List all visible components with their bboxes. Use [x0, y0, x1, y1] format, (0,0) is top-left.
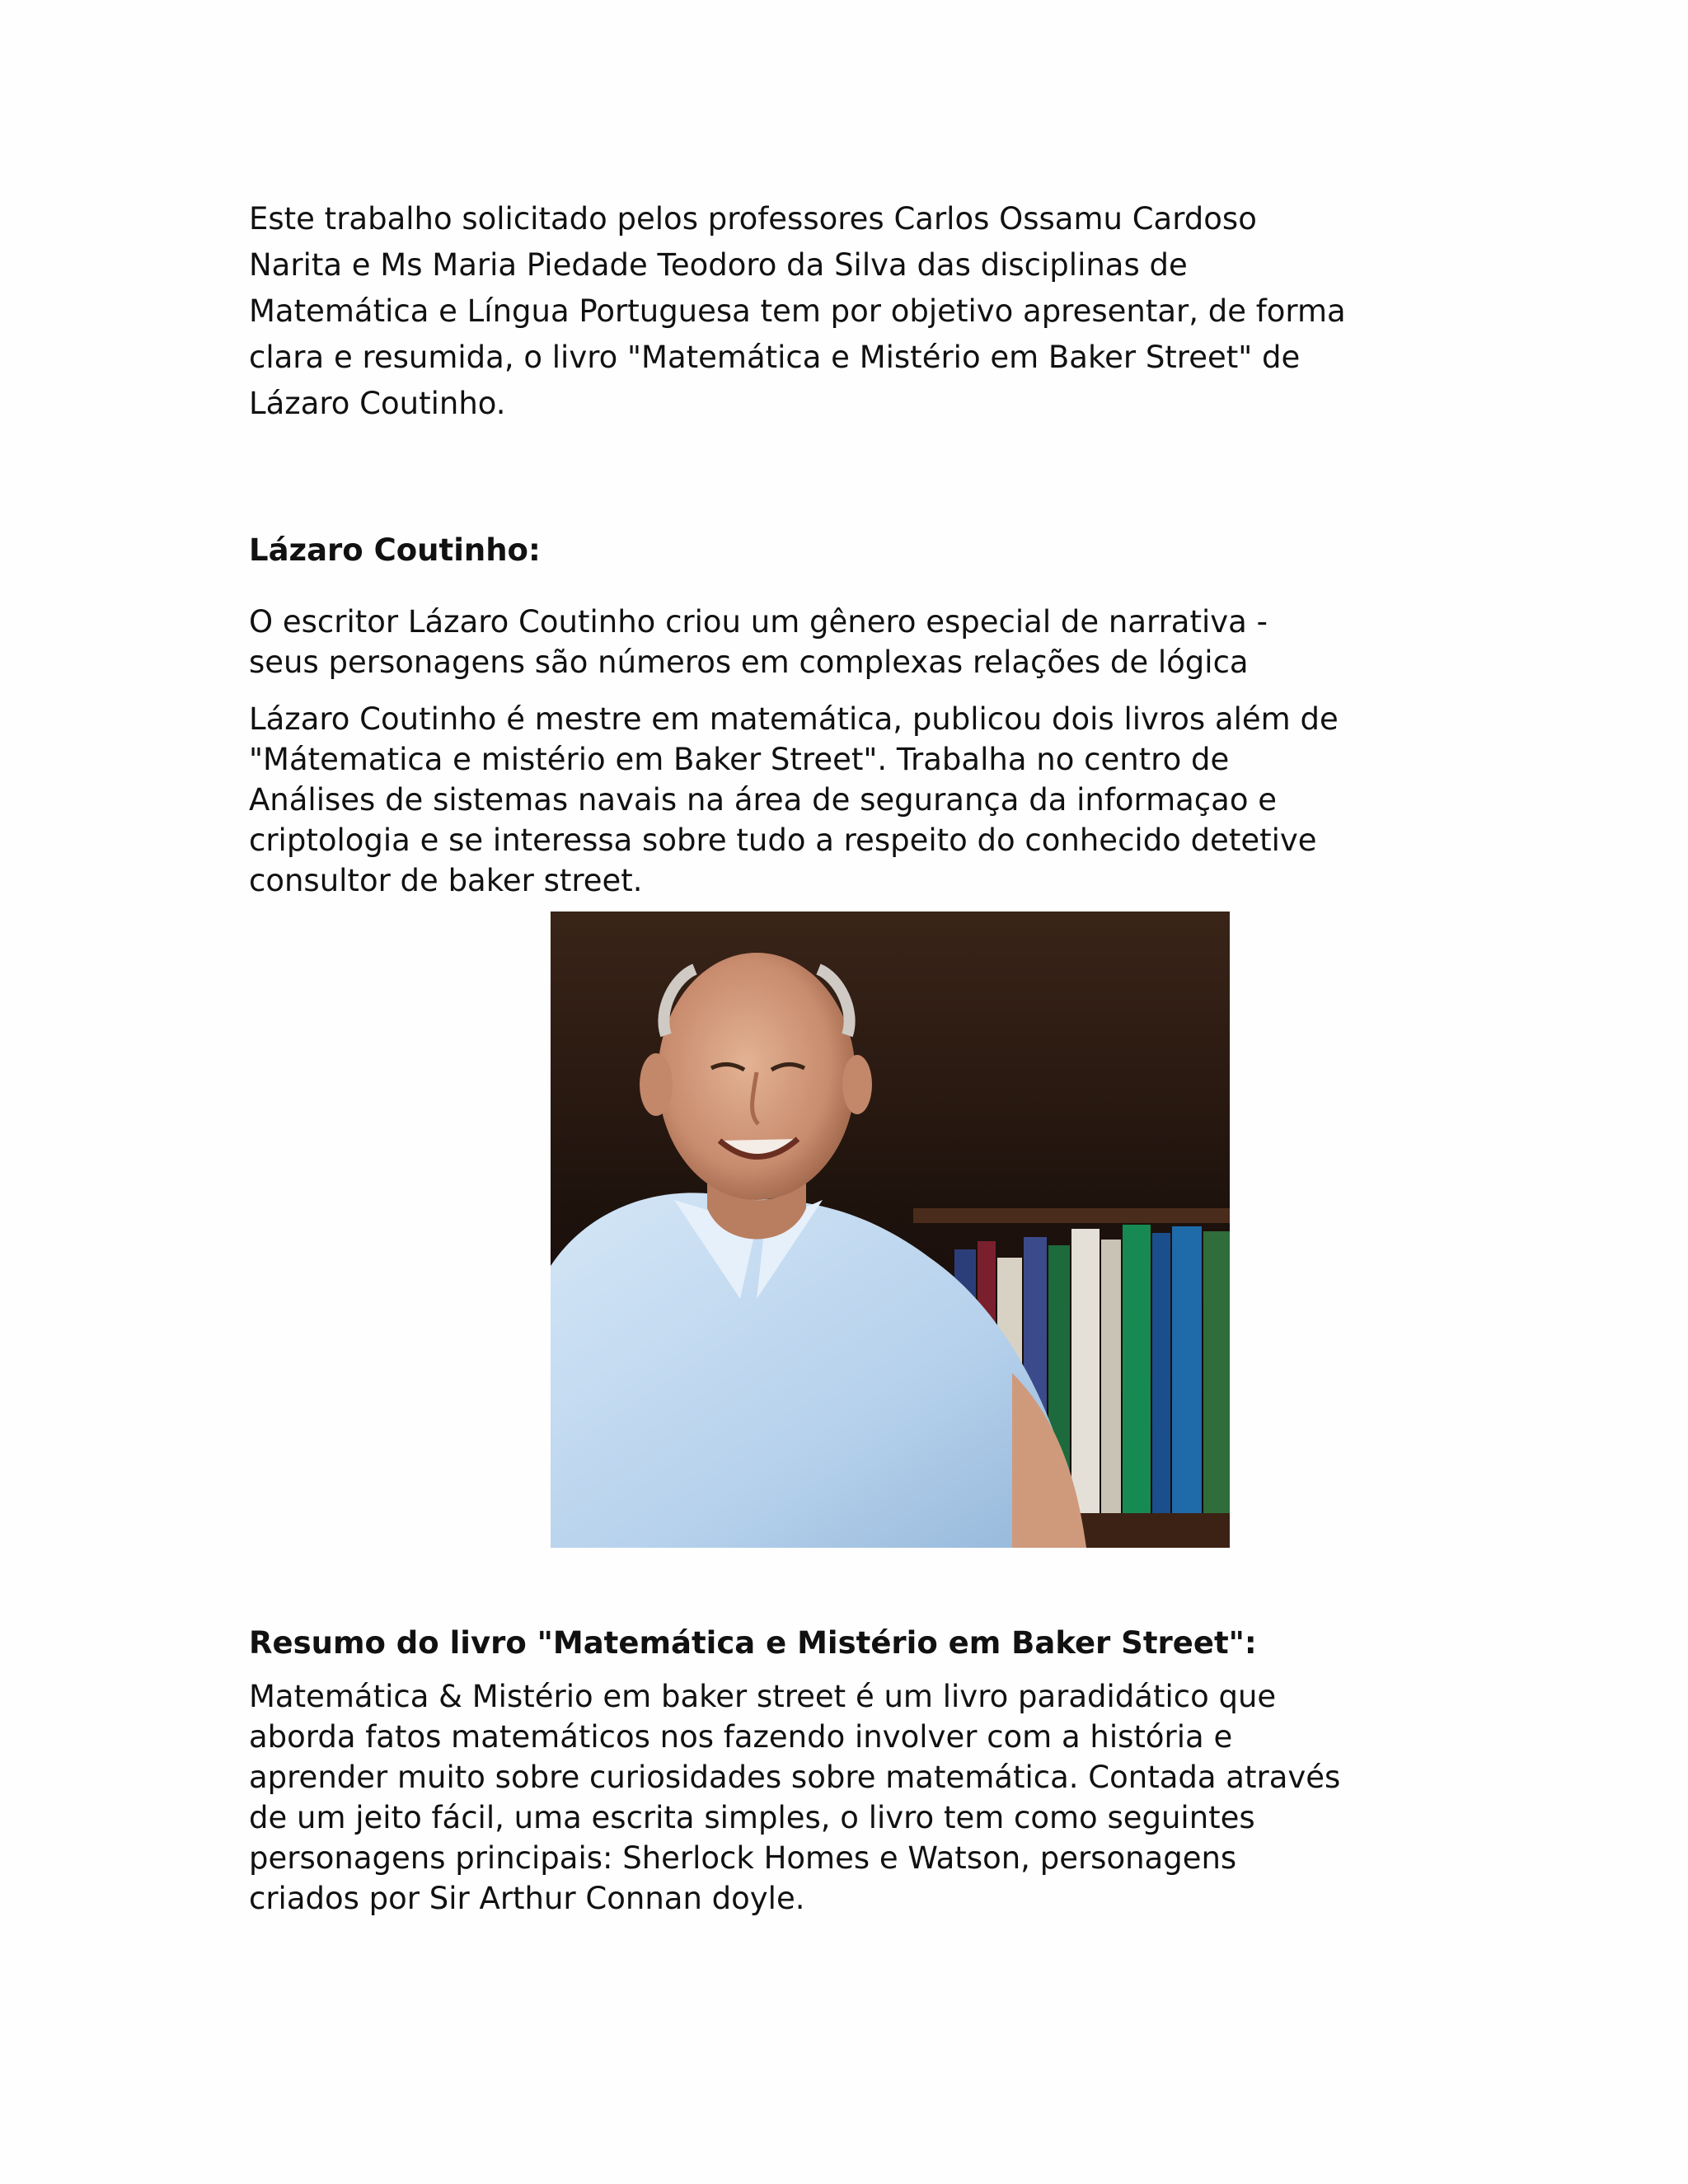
author-line: seus personagens são números em complexas relações de lógica	[249, 644, 1249, 680]
summary-line: criados por Sir Arthur Connan doyle.	[249, 1881, 805, 1916]
author-line: consultor de baker street.	[249, 863, 643, 898]
author-line: criptologia e se interessa sobre tudo a respeito do conhecido detetive	[249, 823, 1317, 858]
intro-paragraph	[249, 196, 1452, 427]
intro-line: clara e resumida, o livro "Matemática e Mistério em Baker Street" de	[249, 340, 1301, 375]
summary-heading: Resumo do livro "Matemática e Mistério em Baker Street":	[249, 1625, 1257, 1661]
author-line: "Mátematica e mistério em Baker Street". Trabalha no centro de	[249, 742, 1230, 777]
author-line: O escritor Lázaro Coutinho criou um gênero especial de narrativa -	[249, 604, 1268, 640]
author-paragraph-1	[249, 602, 1452, 682]
author-paragraph-2	[249, 699, 1452, 901]
summary-line: aborda fatos matemáticos nos fazendo involver com a história e	[249, 1719, 1233, 1755]
summary-paragraph	[249, 1676, 1452, 1919]
intro-line: Narita e Ms Maria Piedade Teodoro da Silva das disciplinas de	[249, 247, 1188, 283]
author-line: Lázaro Coutinho é mestre em matemática, publicou dois livros além de	[249, 701, 1339, 737]
summary-line: de um jeito fácil, uma escrita simples, o livro tem como seguintes	[249, 1800, 1255, 1835]
summary-line: personagens principais: Sherlock Homes e Watson, personagens	[249, 1840, 1237, 1876]
author-line: Análises de sistemas navais na área de segurança da informaçao e	[249, 782, 1277, 818]
intro-line: Lázaro Coutinho.	[249, 386, 506, 421]
intro-line: Matemática e Língua Portuguesa tem por objetivo apresentar, de forma	[249, 293, 1346, 329]
intro-line: Este trabalho solicitado pelos professores Carlos Ossamu Cardoso	[249, 201, 1257, 237]
summary-line: aprender muito sobre curiosidades sobre matemática. Contada através	[249, 1760, 1341, 1795]
author-heading: Lázaro Coutinho:	[249, 532, 541, 568]
summary-line: Matemática & Mistério em baker street é um livro paradidático que	[249, 1679, 1277, 1714]
author-portrait-photo	[551, 912, 1230, 1548]
